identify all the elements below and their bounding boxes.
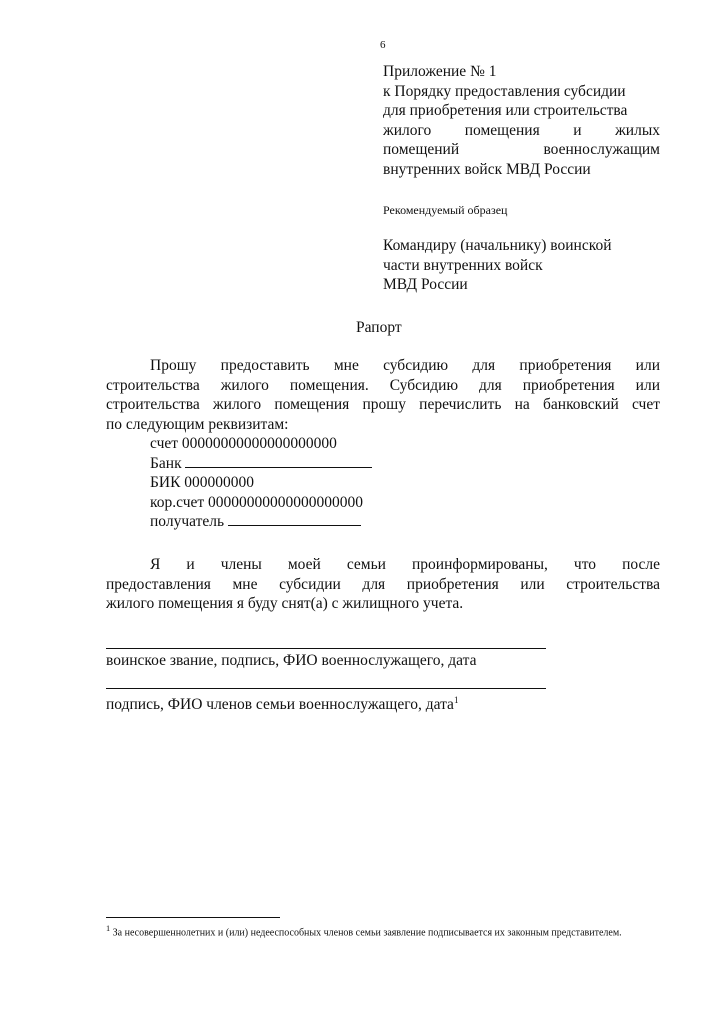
addressee-line: МВД России: [383, 276, 468, 293]
bank-requisites: [150, 434, 372, 532]
footnote-mark: 1: [106, 924, 111, 933]
para-line: строительства жилого помещения прошу перечислить на банковский счет: [106, 396, 660, 413]
addressee-line: Командиру (начальнику) воинской: [383, 237, 612, 254]
signature-caption: воинское звание, подпись, ФИО военнослужащего, дата: [106, 652, 477, 669]
footnote-ref: 1: [453, 695, 459, 705]
bank-field: [185, 467, 372, 468]
signature-line-serviceman: [106, 648, 546, 671]
appendix-line: внутренних войск МВД России: [383, 160, 591, 178]
appendix-line: жилого помещения и жилых: [383, 121, 660, 139]
footnote-text: За несовершеннолетних и (или) недееспособных членов семьи заявление подписывается их законным представителем.: [112, 927, 622, 939]
recommended-sample: Рекомендуемый образец: [383, 203, 508, 217]
account-number: счет 00000000000000000000: [150, 435, 337, 452]
para-line: предоставления мне субсидии для приобретения или строительства: [106, 575, 660, 593]
footnote-divider: [106, 917, 280, 918]
correspondent-account: кор.счет 00000000000000000000: [150, 493, 364, 511]
recipient-field: [228, 525, 361, 526]
bik: БИК 000000000: [150, 474, 255, 491]
signature-line-family: [106, 688, 546, 715]
informed-paragraph: [106, 555, 660, 614]
addressee-line: части внутренних войск: [383, 256, 543, 274]
signature-caption: подпись, ФИО членов семьи военнослужащего, дата: [106, 696, 454, 714]
para-line: жилого помещения я буду снят(а) с жилищного учета.: [106, 595, 464, 612]
para-line: строительства жилого помещения. Субсидию для приобретения или: [106, 376, 660, 394]
appendix-line: Приложение № 1: [383, 63, 497, 80]
appendix-line: для приобретения или строительства: [383, 102, 628, 119]
appendix-line: к Порядку предоставления субсидии: [383, 82, 626, 100]
appendix-line: помещений военнослужащим: [383, 141, 660, 158]
footnote: [106, 922, 662, 939]
recipient-label: получатель: [150, 513, 225, 530]
addressee: [383, 236, 673, 295]
para-line: Я и члены моей семьи проинформированы, что после: [150, 556, 660, 573]
bank-label: Банк: [150, 454, 182, 472]
document-title: Рапорт: [356, 319, 402, 336]
para-line: Прошу предоставить мне субсидию для приобретения или: [150, 357, 660, 374]
request-paragraph: [106, 356, 660, 434]
page-number: 6: [380, 39, 386, 51]
appendix-header: [383, 62, 660, 179]
para-line: по следующим реквизитам:: [106, 415, 289, 433]
